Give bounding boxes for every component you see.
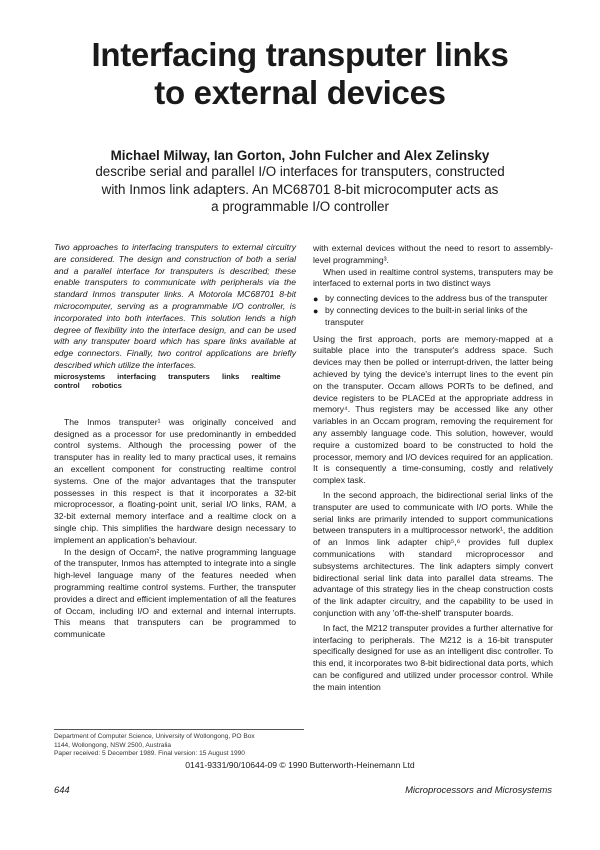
title-line-1: Interfacing transputer links	[91, 36, 509, 73]
list-item	[313, 293, 553, 305]
body-paragraph-6: In the second approach, the bidirectional serial links of the transputer are used to communicate with I/O ports. While the serial links are primarily intended to support communications between transputers in a multiprocessor network¹, the addition of an Inmos link adapter chip⁵,⁶ provides full duplex communications with standard microprocessor and subsystems architectures. The link adapters simply convert bidirectional serial link data into parallel data streams. The advantage of this strategy lies in the cheap construction costs of the link adapter circuitry, and the capability to be used in conjunction with any 'off-the-shelf' transputer boards.	[313, 489, 553, 618]
body-paragraph-2: In the design of Occam², the native programming language of the transputer, Inmos has attempted to integrate into a single high-level language many of the features needed when programming realtime control systems. Further, the transputer provides a direct and efficient implementation of all the features of Occam, including I/O and external and internal interrupts. This means that transputers can be programmed to communicate	[54, 546, 296, 640]
bullet-text: by connecting devices to the built-in serial links of the transputer	[325, 304, 528, 327]
list-item	[313, 305, 553, 329]
authors: Michael Milway, Ian Gorton, John Fulcher and Alex Zelinsky	[110, 148, 490, 163]
body-paragraph-4: When used in realtime control systems, transputers may be interfaced to external ports in two distinct ways	[313, 266, 553, 289]
article-title	[0, 36, 600, 112]
copyright-line: 0141-9331/90/10644-09 © 1990 Butterworth-Heinemann Ltd	[185, 760, 415, 770]
left-column	[54, 242, 296, 641]
page-number: 644	[54, 784, 70, 795]
title-line-2: to external devices	[154, 74, 446, 111]
footnote-line-3: Paper received: 5 December 1989. Final version: 15 August 1990	[54, 750, 245, 758]
body-paragraph-5: Using the first approach, ports are memory-mapped at a suitable place into the transputer's address space. Such devices may then be polled or interrupt-driven, the latter being achieved by tying the device's interrupt lines to the event pin on the transputer. Occam allows PORTs to be defined, and device registers to be PLACEd at the appropriate address in memory⁴. Thus registers may be accessed like any other variables in an Occam program, removing the requirement for any assembly language code. This solution, however, would require a customized board to be constructed to hold the processor, memory and I/O devices required for an application. It is consequently a time-consuming, costly and relatively complex task.	[313, 333, 553, 486]
author-affiliation-footnote	[54, 729, 304, 759]
bullet-list	[313, 293, 553, 328]
abstract: Two approaches to interfacing transputers to external circuitry are considered. The design and construction of both a serial and a parallel interface for transputers is described; these enable transputers to communicate with peripherals via the standard Inmos transputer links. A Motorola MC68701 8-bit microcomputer, serving as a programmable I/O controller, is incorporated into both interfaces. This solution lends a high degree of flexibility into the interface design, and can be used with any transputer board which has spare links available at edge connectors. Finally, two control applications are briefly described which utilize the interfaces.	[54, 242, 296, 370]
keywords: microsystems interfacing transputers links realtime control robotics	[54, 371, 281, 391]
footnote-line-1: Department of Computer Science, University of Wollongong, PO Box	[54, 733, 255, 740]
body-paragraph-3: with external devices without the need to resort to assembly-level programming³.	[313, 243, 553, 265]
subtitle	[0, 163, 600, 216]
journal-name: Microprocessors and Microsystems	[405, 784, 552, 795]
bullet-icon: ●	[313, 305, 319, 316]
subtitle-line-3: a programmable I/O controller	[211, 199, 389, 214]
footnote-line-2: 1144, Wollongong, NSW 2500, Australia	[54, 741, 172, 749]
right-column	[313, 243, 553, 693]
bullet-icon: ●	[313, 294, 319, 305]
bullet-text: by connecting devices to the address bus of the transputer	[325, 293, 548, 304]
subtitle-line-2: with Inmos link adapters. An MC68701 8-bit microcomputer acts as	[101, 181, 499, 197]
body-paragraph-1: The Inmos transputer¹ was originally conceived and designed as a processor for use predominantly in embedded control systems. Although the processing power of the transputer has in reality led to many practical uses, it remains an excellent component for constructing realtime control systems. One of the major advantages that the transputer possesses in this respect is that it incorporates a 32-bit microprocessor, a floating-point unit, serial I/O links, RAM, a 32-bit external memory interface and a realtime clock on a single chip. This simplifies the hardware design necessary to implement an application's behaviour.	[54, 416, 296, 545]
subtitle-line-1: describe serial and parallel I/O interfaces for transputers, constructed	[95, 164, 505, 179]
body-paragraph-7: In fact, the M212 transputer provides a further alternative for interfacing to peripherals. The M212 is a 16-bit transputer specifically designed for use as an intelligent disc controller. To this end, it incorporates two 8-bit bidirectional data ports, which can be configured and utilized under processor control. While the main intention	[313, 622, 553, 692]
